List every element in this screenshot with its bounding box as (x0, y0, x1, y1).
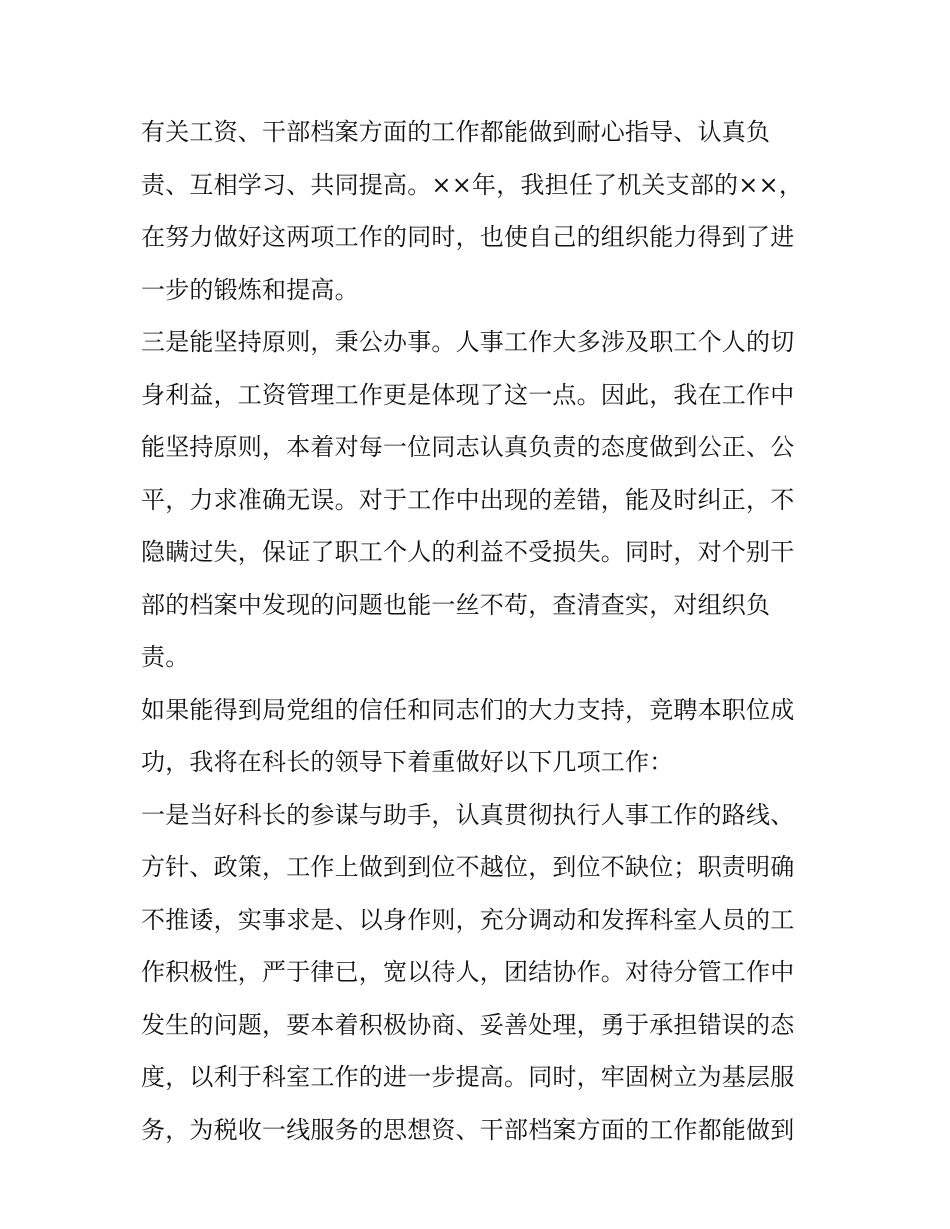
text-line: 作积极性，严于律已，宽以待人，团结协作。对待分管工作中 (141, 958, 795, 986)
text-line: 责、互相学习、共同提高。××年，我担任了机关支部的××， (141, 170, 804, 199)
text-line: 三是能坚持原则，秉公办事。人事工作大多涉及职工个人的切 (141, 328, 795, 356)
text-line: 在努力做好这两项工作的同时，也使自己的组织能力得到了进 (141, 223, 795, 251)
text-line: 能坚持原则，本着对每一位同志认真负责的态度做到公正、公 (141, 433, 795, 461)
text-line: 如果能得到局党组的信任和同志们的大力支持，竞聘本职位成 (141, 695, 795, 724)
text-line: 方针、政策，工作上做到到位不越位，到位不缺位；职责明确 (141, 853, 795, 881)
text-line: 度，以利于科室工作的进一步提高。同时，牢固树立为基层服 (141, 1063, 795, 1091)
text-line: 不推诿，实事求是、以身作则，充分调动和发挥科室人员的工 (141, 905, 795, 934)
text-line: 一步的锻炼和提高。 (141, 275, 359, 304)
text-line: 部的档案中发现的问题也能一丝不苟，查清查实，对组织负 (141, 590, 771, 619)
text-line: 责。 (141, 643, 190, 671)
text-line: 功，我将在科长的领导下着重做好以下几项工作： (141, 748, 674, 776)
text-line: 身利益，工资管理工作更是体现了这一点。因此，我在工作中 (141, 380, 795, 409)
document-body (141, 106, 821, 1156)
text-line: 发生的问题，要本着积极协商、妥善处理，勇于承担错误的态 (141, 1010, 795, 1039)
text-line: 有关工资、干部档案方面的工作都能做到耐心指导、认真负 (141, 118, 771, 146)
text-line: 平，力求准确无误。对于工作中出现的差错，能及时纠正，不 (141, 485, 795, 514)
text-line: 隐瞒过失，保证了职工个人的利益不受损失。同时，对个别干 (141, 538, 795, 566)
text-line: 务，为税收一线服务的思想资、干部档案方面的工作都能做到 (141, 1115, 795, 1144)
text-line: 一是当好科长的参谋与助手，认真贯彻执行人事工作的路线、 (141, 800, 795, 829)
